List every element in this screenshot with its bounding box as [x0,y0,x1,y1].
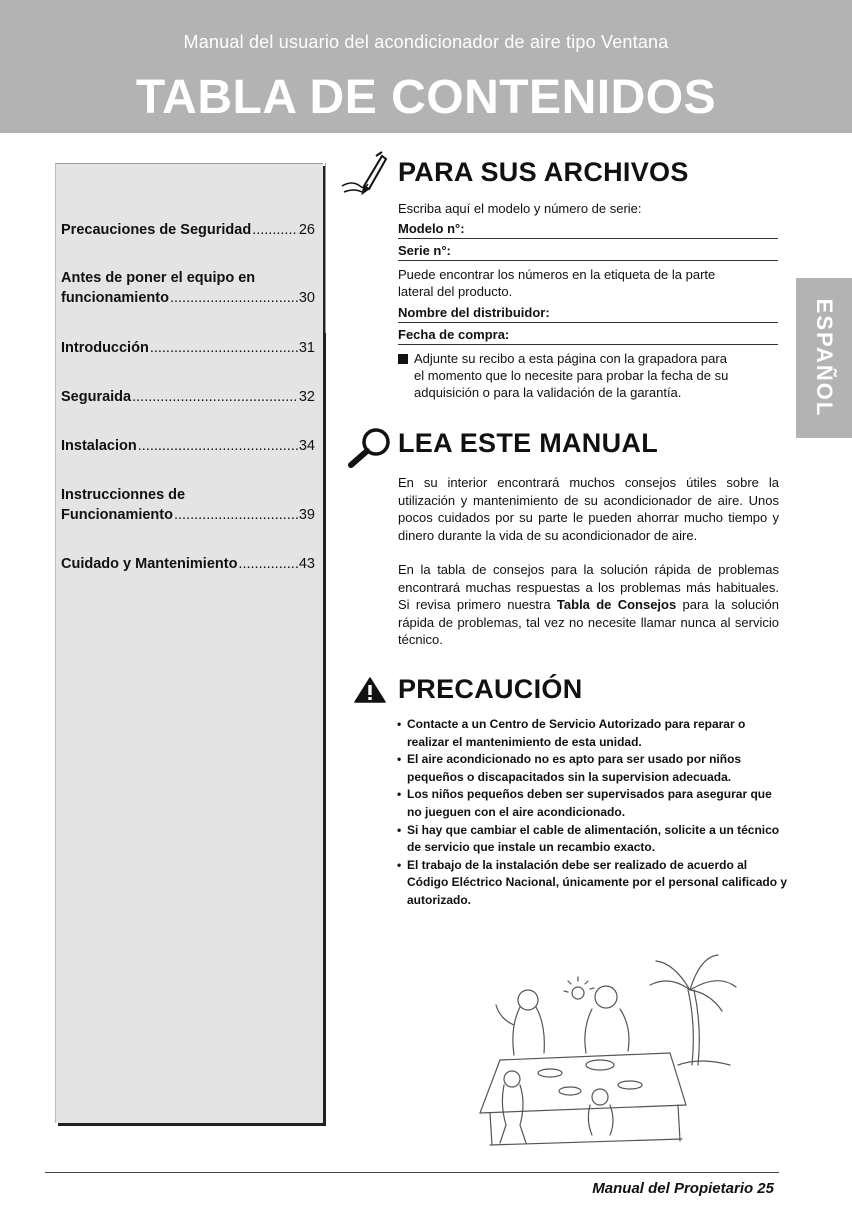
toc-entry-instrucciones[interactable]: Instruccionnes de Funcionamiento ..... 39 [61,485,315,525]
records-note: Adjunte su recibo a esta página con la grapadora para el momento que lo necesite para probar la fecha de su adquisición o para la validación de la garantía. [398,350,778,401]
list-item: • El aire acondicionado no es apto para ser usado por niños pequeños o discapacitados sin la supervision adecuada. [397,751,797,786]
model-field[interactable]: Modelo n°: [398,221,778,239]
toc-entry-instalacion[interactable]: Instalacion ..... 34 [61,436,315,456]
header-banner [0,0,852,133]
toc-entry-precauciones[interactable]: Precauciones de Seguridad ..... 26 [61,220,315,240]
dealer-field[interactable]: Nombre del distribuidor: [398,305,778,323]
toc-entry-introduccion[interactable]: Introducción ..... 31 [61,338,315,358]
pen-icon [338,150,390,198]
manual-paragraph-1: En su interior encontrará muchos consejos útiles sobre la utilización y mantenimiento de su acondicionador de aire. Unos pocos cuidados por su parte le pueden ahorrar mucho tiempo y dinero durante la vida de su acondicionador de aire. [398,475,779,543]
toc-entry-antes[interactable]: Antes de poner el equipo en funcionamiento ..... 30 [61,268,315,308]
list-item: • El trabajo de la instalación debe ser realizado de acuerdo al Código Eléctrico Nacional, únicamente por el personal calificado y autorizado. [397,857,797,910]
footer-page-label: Manual del Propietario 25 [592,1180,774,1197]
records-title: PARA SUS ARCHIVOS [398,157,689,187]
caution-title: PRECAUCIÓN [398,674,583,704]
purchase-date-field[interactable]: Fecha de compra: [398,327,778,345]
magnifier-icon [346,426,394,470]
records-intro: Escriba aquí el modelo y número de serie: [398,201,642,216]
serial-field[interactable]: Serie n°: [398,243,778,261]
manual-paragraph-2: En la tabla de consejos para la solución rápida de problemas encontrará muchas respuestas a los problemas más habituales. Si revisa primero nuestra Tabla de Consejos para la solución rápida de problemas, tal vez no necesite llamar nunca al servicio técnico. [398,562,779,648]
column-divider [325,163,326,333]
list-item: • Contacte a un Centro de Servicio Autorizado para reparar o realizar el mantenimiento de esta unidad. [397,716,797,751]
warning-icon [354,676,386,704]
list-item: • Los niños pequeños deben ser supervisados para asegurar que no jueguen con el aire acondicionado. [397,786,797,821]
language-tab[interactable]: ESPAÑOL [796,278,852,438]
footer-divider [45,1172,779,1173]
toc-entry-seguraida[interactable]: Seguraida ..... 32 [61,387,315,407]
family-picnic-illustration [460,945,760,1160]
manual-title: LEA ESTE MANUAL [398,428,658,458]
table-of-contents [55,163,323,1123]
list-item: • Si hay que cambiar el cable de alimentación, solicite a un técnico de servicio que instale un recambio exacto. [397,822,797,857]
records-location: Puede encontrar los números en la etiqueta de la parte lateral del producto. [398,267,716,299]
page-title: TABLA DE CONTENIDOS [135,71,717,124]
document-subtitle: Manual del usuario del acondicionador de aire tipo Ventana [183,32,669,52]
toc-entry-cuidado[interactable]: Cuidado y Mantenimiento ..... 43 [61,554,315,574]
caution-list [397,716,797,910]
square-bullet-icon [398,354,408,364]
